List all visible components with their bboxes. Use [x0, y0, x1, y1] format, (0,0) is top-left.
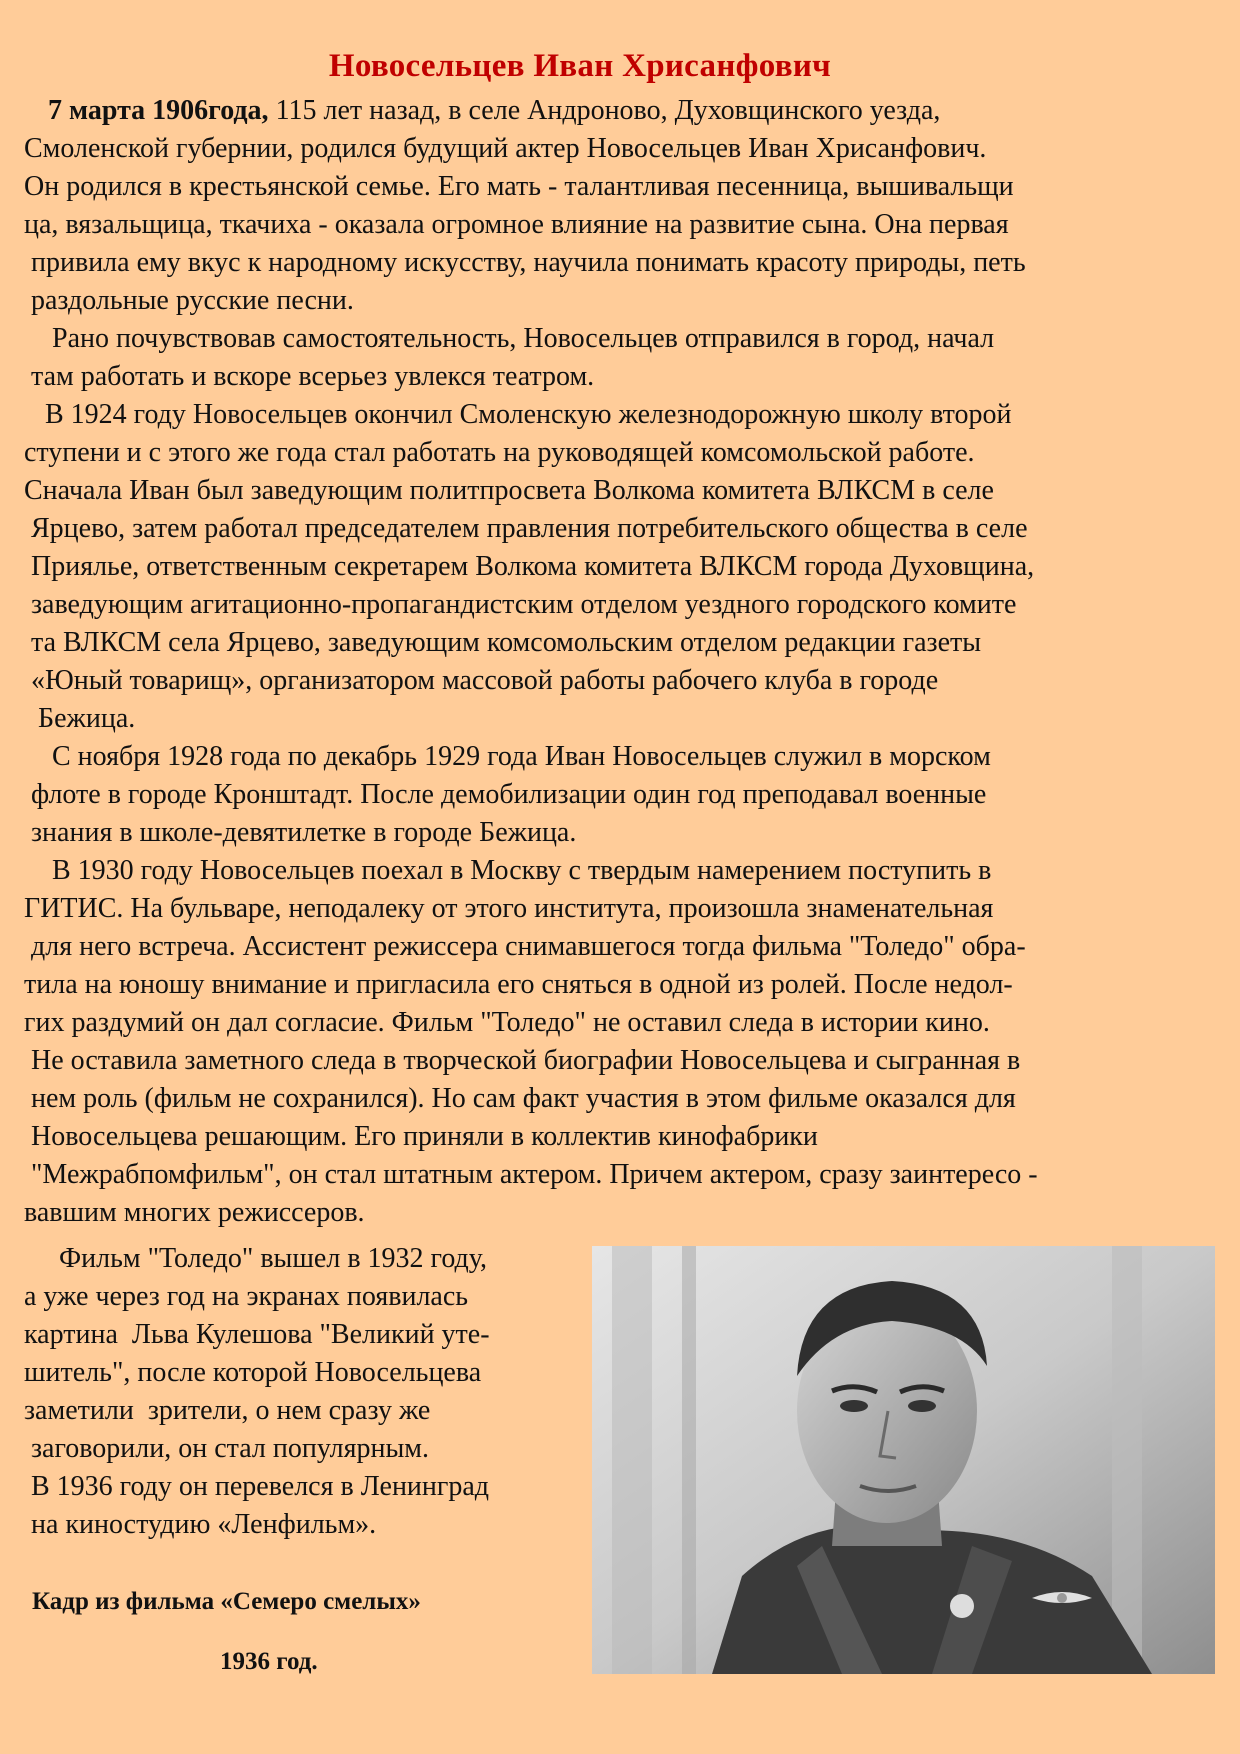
text-line: «Юный товарищ», организатором массовой работы рабочего клуба в городе: [24, 665, 939, 696]
text-line: ца, вязальщица, ткачиха - оказала огромное влияние на развитие сына. Она первая: [24, 209, 1009, 240]
text-line: В 1924 году Новосельцев окончил Смоленскую железнодорожную школу второй: [24, 399, 1012, 430]
text-line: Новосельцева решающим. Его приняли в коллектив кинофабрики: [24, 1121, 818, 1152]
text-line: Смоленской губернии, родился будущий актер Новосельцев Иван Хрисанфович.: [24, 133, 987, 164]
text-line: а уже через год на экранах появилась: [24, 1281, 469, 1312]
film-still-photo: [592, 1246, 1215, 1674]
text-line: для него встреча. Ассистент режиссера снимавшегося тогда фильма "Толедо" обра-: [24, 931, 1026, 962]
text-line: та ВЛКСМ села Ярцево, заведующим комсомольским отделом редакции газеты: [24, 627, 982, 658]
text-line: тила на юношу внимание и пригласила его сняться в одной из ролей. После недол-: [24, 969, 1013, 1000]
text-line: шитель", после которой Новосельцева: [24, 1357, 482, 1388]
birth-date: 7 марта 1906года,: [48, 95, 269, 126]
text-line: на киностудию «Ленфильм».: [24, 1509, 377, 1540]
text-line: С ноября 1928 года по декабрь 1929 года Иван Новосельцев служил в морском: [24, 741, 991, 772]
text-line: нем роль (фильм не сохранился). Но сам факт участия в этом фильме оказался для: [24, 1083, 1016, 1114]
text-line: 7 марта 1906года, 115 лет назад, в селе Андроново, Духовщинского уезда,: [48, 95, 941, 126]
text-line: ступени и с этого же года стал работать на руководящей комсомольской работе.: [24, 437, 975, 468]
text-line: вавшим многих режиссеров.: [24, 1197, 365, 1228]
text-line: ГИТИС. На бульваре, неподалеку от этого института, произошла знаменательная: [24, 893, 994, 924]
text-line: заговорили, он стал популярным.: [24, 1433, 429, 1464]
text-line: Приялье, ответственным секретарем Волкома комитета ВЛКСМ города Духовщина,: [24, 551, 1035, 582]
text-line: Фильм "Толедо" вышел в 1932 году,: [24, 1243, 487, 1274]
text-line: заведующим агитационно-пропагандистским отделом уездного городского комите: [24, 589, 1017, 620]
text-line: В 1930 году Новосельцев поехал в Москву с твердым намерением поступить в: [24, 855, 992, 886]
page-title: Новосельцев Иван Хрисанфович: [328, 48, 832, 84]
text-line: там работать и вскоре всерьез увлекся театром.: [24, 361, 595, 392]
text-line: Он родился в крестьянской семье. Его мать - талантливая песенница, вышивальщи: [24, 171, 1014, 202]
text-line: Рано почувствовав самостоятельность, Новосельцев отправился в город, начал: [24, 323, 995, 354]
text-line: Ярцево, затем работал председателем правления потребительского общества в селе: [24, 513, 1028, 544]
text-line: знания в школе-девятилетке в городе Бежица.: [24, 817, 577, 848]
text-line: гих раздумий он дал согласие. Фильм "Толедо" не оставил следа в истории кино.: [24, 1007, 990, 1038]
text-line: Сначала Иван был заведующим политпросвета Волкома комитета ВЛКСМ в селе: [24, 475, 994, 506]
text-line: В 1936 году он перевелся в Ленинград: [24, 1471, 490, 1502]
text-line: заметили зрители, о нем сразу же: [24, 1395, 431, 1426]
text-line: Бежица.: [24, 703, 136, 734]
text-line: "Межрабпомфильм", он стал штатным актером. Причем актером, сразу заинтересо -: [24, 1159, 1038, 1190]
text-line: Не оставила заметного следа в творческой биографии Новосельцева и сыгранная в: [24, 1045, 1021, 1076]
text-line: привила ему вкус к народному искусству, научила понимать красоту природы, петь: [24, 247, 1026, 278]
text-line: картина Льва Кулешова "Великий уте-: [24, 1319, 490, 1350]
photo-caption-year: 1936 год.: [220, 1648, 318, 1675]
photo-caption: Кадр из фильма «Семеро смелых»: [32, 1588, 421, 1615]
text-line: раздольные русские песни.: [24, 285, 354, 316]
text-line: флоте в городе Кронштадт. После демобилизации один год преподавал военные: [24, 779, 987, 810]
